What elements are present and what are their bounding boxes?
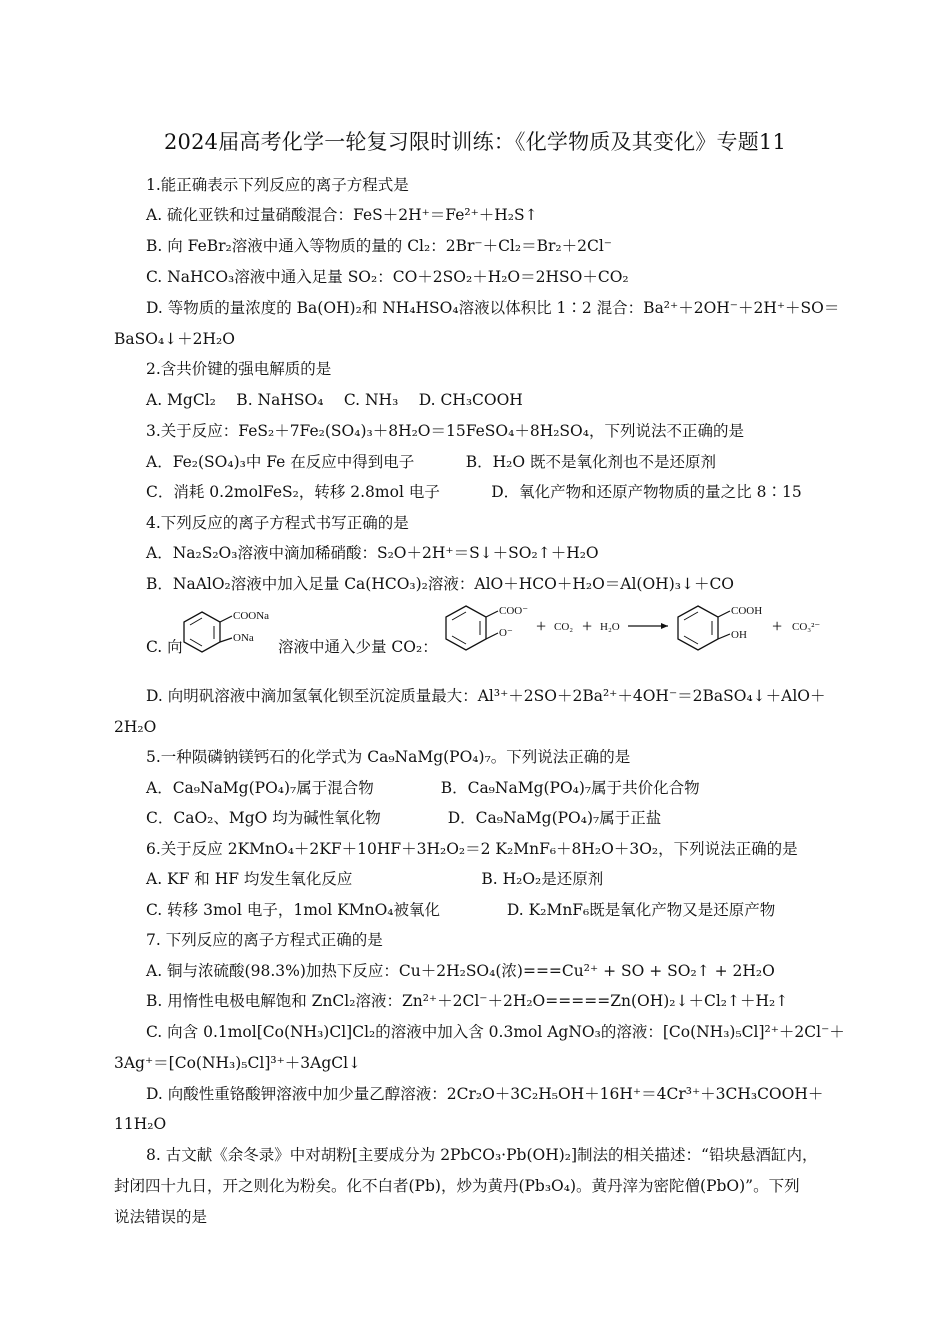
q4-option-d-cont: 2H₂O <box>114 718 157 736</box>
q7-option-a: A. 铜与浓硫酸(98.3%)加热下反应：Cu＋2H₂SO₄(浓)===Cu²⁺ + SO + SO₂↑ + 2H₂O <box>146 962 775 980</box>
q1-stem: 1.能正确表示下列反应的离子方程式是 <box>146 176 409 194</box>
q7-stem: 7. 下列反应的离子方程式正确的是 <box>146 931 383 949</box>
q2-stem: 2.含共价键的强电解质的是 <box>146 360 332 378</box>
q1-option-c: C. NaHCO₃溶液中通入足量 SO₂：CO＋2SO₂＋H₂O＝2HSO＋CO₂ <box>146 268 629 286</box>
q4-option-c-middle: 溶液中通入少量 CO₂： <box>278 638 438 656</box>
q5-stem: 5.一种陨磷钠镁钙石的化学式为 Ca₉NaMg(PO₄)₇。下列说法正确的是 <box>146 748 631 766</box>
o-minus-label: O⁻ <box>499 627 513 639</box>
page-title: 2024届高考化学一轮复习限时训练：《化学物质及其变化》专题11 <box>163 130 787 154</box>
q4-option-d: D. 向明矾溶液中滴加氢氧化钡至沉淀质量最大：Al³⁺＋2SO＋2Ba²⁺＋4OH⁻＝2BaSO₄↓＋AlO＋ <box>146 687 826 705</box>
q7-option-c: C. 向含 0.1mol[Co(NH₃)Cl]Cl₂的溶液中加入含 0.3mol AgNO₃的溶液：[Co(NH₃)₅Cl]²⁺＋2Cl⁻＋ <box>146 1023 845 1041</box>
q7-option-c-cont: 3Ag⁺＝[Co(NH₃)₅Cl]³⁺＋3AgCl↓ <box>114 1054 362 1072</box>
plus-sign: + <box>582 616 593 636</box>
q3-stem: 3.关于反应：FeS₂＋7Fe₂(SO₄)₃＋8H₂O＝15FeSO₄＋8H₂SO₄，下列说法不正确的是 <box>146 422 744 440</box>
q2-options: A. MgCl₂ B. NaHSO₄ C. NH₃ D. CH₃COOH <box>146 391 523 409</box>
q8-stem-cont-2: 说法错误的是 <box>114 1208 208 1226</box>
q7-option-b: B. 用惰性电极电解饱和 ZnCl₂溶液：Zn²⁺＋2Cl⁻＋2H₂O=====Zn(OH)₂↓＋Cl₂↑＋H₂↑ <box>146 992 789 1010</box>
q5-options-cd: C．CaO₂、MgO 均为碱性氧化物 D．Ca₉NaMg(PO₄)₇属于正盐 <box>146 809 662 827</box>
q3-options-ab: A．Fe₂(SO₄)₃中 Fe 在反应中得到电子 B．H₂O 既不是氧化剂也不是还原剂 <box>146 453 716 471</box>
q5-options-ab: A．Ca₉NaMg(PO₄)₇属于混合物 B．Ca₉NaMg(PO₄)₇属于共价化合物 <box>146 779 700 797</box>
ona-label: ONa <box>233 632 254 644</box>
plus-sign: + <box>536 616 547 636</box>
sodium-salicylate-structure <box>180 604 276 662</box>
q6-stem: 6.关于反应 2KMnO₄＋2KF＋10HF＋3H₂O₂＝2 K₂MnF₆＋8H₂O＋3O₂，下列说法正确的是 <box>146 840 798 858</box>
cooh-label: COOH <box>731 605 763 617</box>
q1-option-a: A. 硫化亚铁和过量硝酸混合：FeS＋2H⁺＝Fe²⁺＋H₂S↑ <box>146 206 538 224</box>
q8-stem: 8. 古文献《余冬录》中对胡粉[主要成分为 2PbCO₃·Pb(OH)₂]制法的相关描述：“铅块悬酒缸内， <box>146 1146 818 1164</box>
coo-minus-label: COO⁻ <box>499 605 529 617</box>
co2-label: CO₂ <box>554 621 574 633</box>
q4-option-c-prefix: C. 向 <box>146 638 183 656</box>
q7-option-d-cont: 11H₂O <box>114 1115 167 1133</box>
q4-stem: 4.下列反应的离子方程式书写正确的是 <box>146 514 409 532</box>
q6-options-ab: A. KF 和 HF 均发生氧化反应 B. H₂O₂是还原剂 <box>146 870 604 888</box>
q7-option-d: D. 向酸性重铬酸钾溶液中加少量乙醇溶液：2Cr₂O＋3C₂H₅OH＋16H⁺＝4Cr³⁺＋3CH₃COOH＋ <box>146 1085 824 1103</box>
q1-option-d: D. 等物质的量浓度的 Ba(OH)₂和 NH₄HSO₄溶液以体积比 1∶2 混合：Ba²⁺＋2OH⁻＋2H⁺＋SO＝ <box>146 299 840 317</box>
q1-option-b: B. 向 FeBr₂溶液中通入等物质的量的 Cl₂：2Br⁻＋Cl₂＝Br₂＋2Cl⁻ <box>146 237 612 255</box>
reaction-scheme <box>440 598 830 660</box>
plus-sign: + <box>772 616 783 636</box>
co3-label: CO₃²⁻ <box>792 621 821 633</box>
q4-option-a: A．Na₂S₂O₃溶液中滴加稀硝酸：S₂O＋2H⁺＝S↓＋SO₂↑＋H₂O <box>146 544 599 562</box>
h2o-label: H₂O <box>600 621 620 633</box>
q1-option-d-cont: BaSO₄↓＋2H₂O <box>114 330 235 348</box>
q6-options-cd: C. 转移 3mol 电子，1mol KMnO₄被氧化 D. K₂MnF₆既是氧化产物又是还原产物 <box>146 901 776 919</box>
oh-label: OH <box>731 629 747 641</box>
coona-label: COONa <box>233 610 270 622</box>
q8-stem-cont: 封闭四十九日，开之则化为粉矣。化不白者(Pb)，炒为黄丹(Pb₃O₄)。黄丹滓为密陀僧(PbO)”。下列 <box>114 1177 800 1195</box>
q4-option-b: B．NaAlO₂溶液中加入足量 Ca(HCO₃)₂溶液：AlO＋HCO＋H₂O＝Al(OH)₃↓＋CO <box>146 575 735 593</box>
q3-options-cd: C．消耗 0.2molFeS₂，转移 2.8mol 电子 D．氧化产物和还原产物物质的量之比 8∶15 <box>146 483 802 501</box>
